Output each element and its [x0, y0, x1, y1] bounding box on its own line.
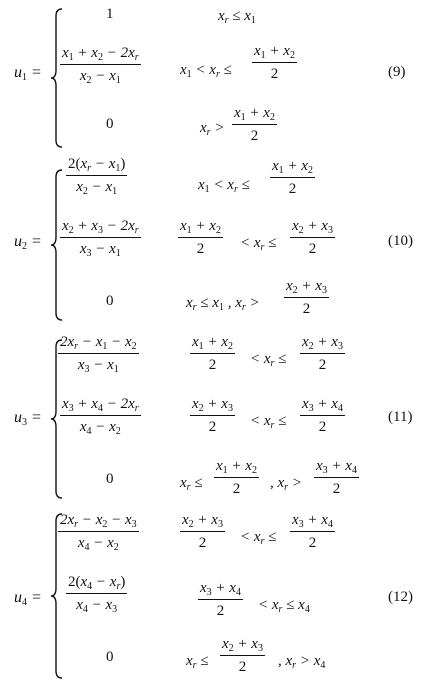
case-expression-fraction: $x_1 + x_2 - 2x_r$ $x_2 - x_1$ — [62, 45, 139, 86]
case-condition: $x_r$ ≤ — [186, 653, 209, 671]
case-expression: 1 — [106, 6, 114, 22]
equation-12 — [0, 507, 437, 686]
equation-number: (9) — [388, 64, 406, 80]
case-condition: $x_r$ > — [200, 120, 225, 138]
equation-lhs: $u_1$ = — [14, 64, 42, 83]
condition-fraction: $x_2 + x_3$ 2 — [222, 636, 263, 675]
case-condition: , $x_r$ > — [270, 475, 302, 493]
case-expression-fraction: $2x_r - x_2 - x_3$ $x_4 - x_2$ — [60, 512, 137, 553]
case-condition: $x_1 < x_r$ ≤ — [180, 62, 232, 80]
case-expression-fraction: $2x_r - x_1 - x_2$ $x_3 - x_1$ — [60, 334, 137, 375]
condition-fraction: $x_3 + x_4$ 2 — [200, 580, 241, 619]
condition-fraction: $x_2 + x_3$ 2 — [286, 278, 327, 317]
equation-11 — [0, 335, 437, 505]
condition-fraction: $x_3 + x_4$ 2 — [316, 458, 357, 497]
case-condition: < $x_r$ ≤ — [240, 235, 277, 253]
condition-fraction: $x_3 + x_4$ 2 — [292, 512, 333, 551]
case-condition: $x_r \le x_1$ , $x_r$ > — [186, 295, 260, 313]
condition-fraction: $x_1 + x_2$ 2 — [272, 158, 313, 197]
condition-fraction: $x_2 + x_3$ 2 — [302, 334, 343, 373]
equation-number: (11) — [388, 409, 413, 425]
case-condition: < $x_r$ ≤ — [250, 413, 287, 431]
condition-fraction: $x_1 + x_2$ 2 — [216, 458, 257, 497]
case-condition: < $x_r$ ≤ — [250, 351, 287, 369]
case-condition: $x_r$ ≤ — [180, 475, 203, 493]
case-expression-fraction: $2(x_4 - x_r)$ $x_4 - x_3$ — [68, 574, 126, 615]
equation-10 — [0, 156, 437, 335]
equation-lhs: $u_3$ = — [14, 409, 42, 428]
case-condition: < $x_r$ ≤ — [240, 529, 277, 547]
equation-9 — [0, 0, 437, 165]
condition-fraction: $x_1 + x_2$ 2 — [254, 43, 295, 82]
case-condition: < $x_r \le x_4$ — [258, 597, 310, 615]
equation-number: (10) — [388, 233, 413, 249]
case-expression-fraction: $2(x_r - x_1)$ $x_2 - x_1$ — [68, 156, 126, 197]
case-expression: 0 — [106, 471, 114, 487]
case-expression-fraction: $x_3 + x_4 - 2x_r$ $x_4 - x_2$ — [62, 396, 139, 437]
condition-fraction: $x_2 + x_3$ 2 — [182, 512, 223, 551]
case-expression: 0 — [106, 649, 114, 665]
equation-number: (12) — [388, 589, 413, 605]
equation-lhs: $u_4$ = — [14, 589, 42, 608]
condition-fraction: $x_1 + x_2$ 2 — [180, 218, 221, 257]
case-expression: 0 — [106, 116, 114, 132]
equation-lhs: $u_2$ = — [14, 233, 42, 252]
condition-fraction: $x_1 + x_2$ 2 — [234, 105, 275, 144]
condition-fraction: $x_3 + x_4$ 2 — [302, 396, 343, 435]
condition-fraction: $x_1 + x_2$ 2 — [192, 334, 233, 373]
case-condition: , $x_r > x_4$ — [278, 653, 326, 671]
case-condition: $x_r \le x_1$ — [218, 8, 256, 26]
case-expression: 0 — [106, 293, 114, 309]
condition-fraction: $x_2 + x_3$ 2 — [292, 218, 333, 257]
case-expression-fraction: $x_2 + x_3 - 2x_r$ $x_3 - x_1$ — [62, 218, 139, 259]
case-condition: $x_1 < x_r$ ≤ — [198, 177, 250, 195]
condition-fraction: $x_2 + x_3$ 2 — [192, 396, 233, 435]
